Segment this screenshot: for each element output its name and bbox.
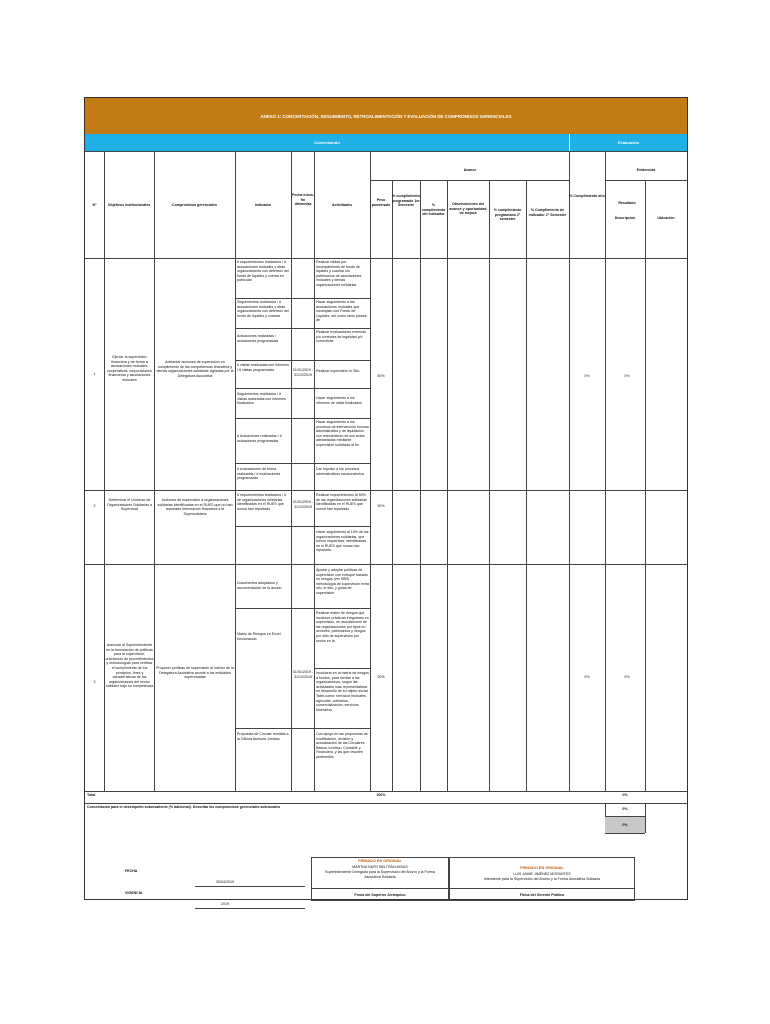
pct-ind-header: % cumplimiento del indicador xyxy=(421,203,446,217)
fecha-value: 30/04/2019 xyxy=(216,880,234,884)
row3-resultado: 0% xyxy=(624,675,630,679)
row1-fecha: 01/01/2019 - 31/12/2019 xyxy=(292,368,314,377)
row1-actividad-7: Dar impulso a los procesos administrativos sancionatorios xyxy=(316,467,365,476)
fecha-header: Fecha inicio-fin dd/mm/aa xyxy=(292,193,314,207)
row2-objetivo: Determinar el Universo de Organizaciones Solidarias a Supervisar xyxy=(107,498,152,512)
row1-actividad-2: Hacer seguimiento a las asociaciones mutuales que incumplan con Fondo de Liquidez, así como otros planes de xyxy=(316,300,367,323)
row3-indicador-2: Matriz de Riesgos en Excel funcionando xyxy=(237,632,281,641)
row2-actividad-2: Hacer seguimiento al 10% de las organizaciones solidarias, que fueron requeridas, identificadas en el RUES que nunca han reportado xyxy=(316,530,369,553)
total-label: Total xyxy=(87,793,96,797)
fecha-label: FECHA xyxy=(125,869,138,873)
row3-indicador-4: Propuesta de Circular remitida a la Oficina Asesora Jurídica xyxy=(237,732,289,741)
row2-indicador-1: # requerimientos realizados / # de organizaciones solidarias identificadas en el RUES que nunca han reportado xyxy=(237,493,287,511)
objetivos-header: Objetivos institucionales xyxy=(107,203,151,207)
sheet xyxy=(84,97,688,906)
row1-actividad-5: Hacer seguimiento a los informes de visita finalizados xyxy=(316,396,362,405)
row1-actividad-6: Hacer seguimiento a los procesos de intervención forzosa administrativa y de liquidación con relevamiento de sus actos adelantadas mediante supervisión solicitada al fin xyxy=(316,420,369,447)
row3-objetivo: Asesorar al Superintendente en la formulación de políticas para la supervisión, orientación de procedimientos y metodologías para verificar el cumplimiento de los principios, fines y características de las organizaciones del sector solidario bajo su competencia xyxy=(105,643,154,689)
row1-objetivo: Ejercer la supervisión financiera y de forma a asociaciones mutuales, cooperativas, corporaciones financieras y asociaciones mutuales xyxy=(107,355,152,382)
row3-compromiso: Proponer políticas de supervisión al interior de la Delegatura Asociativa acorde a las entidades supervisadas xyxy=(156,666,234,680)
row3-n: 3 xyxy=(93,680,96,684)
row1-indicador-4: # visitas realizadas con informes / # visitas programadas xyxy=(237,363,289,372)
pct-prog-header: % cumplimiento programado 1er Semestre xyxy=(392,194,420,208)
row3-pct-anio: 0% xyxy=(584,675,590,679)
row3-indicador-1: Documentos adoptados y documentación de la acción xyxy=(237,581,282,590)
resultado-header: Resultado xyxy=(618,201,636,205)
row1-n: 1 xyxy=(93,372,96,376)
row1-actividad-main: Realizar supervisión in Situ xyxy=(316,369,360,373)
concertacion-label: Concertación para el desempeño sobresaliente (% adicional). Describa los compromisos gerenciales adicionales xyxy=(87,805,281,809)
indicador-header: Indicador xyxy=(254,203,272,207)
row3-peso: 20% xyxy=(377,675,385,679)
right-signer-name: LUIS JAIME JIMÉNEZ MORANTES xyxy=(513,872,571,876)
right-signer-role: Intendente para la Supervisión del Ahorro y la Forma Asociativa Solidaria xyxy=(483,877,601,881)
n-header: N° xyxy=(92,203,97,207)
right-signed-label: FIRMADO EN ORIGINAL xyxy=(520,866,564,870)
row1-indicador-3: Actuaciones realizadas / actuaciones programadas xyxy=(237,334,279,343)
avance-header: Avance xyxy=(463,168,477,172)
right-signature-caption: Firma del Gerente Público xyxy=(519,893,565,897)
row1-compromiso: Adelantar acciones de supervisión en cumplimiento de las competencias financiera y demás organizaciones solidarias vigiladas por la Delegatura Asociativa xyxy=(156,360,234,378)
row2-n: 2 xyxy=(93,504,96,508)
row3-actividad-2: Realizar matriz de riesgos que involucre prácticas irregulares en supervisión, en asociaciones de las organizaciones por tipos en sectores, patrimonios y riesgos por sitio de supervisión por sector en la xyxy=(316,611,369,643)
descripcion-header: Descripción xyxy=(614,216,636,220)
row3-actividad-4: Con apoyo en las propuestas de modificación, revisión y actualización de las Circulares Básica Jurídica / Contable y Financiera, y las que resulten pertinentes xyxy=(316,732,368,759)
peso-header: Peso ponderado xyxy=(371,198,391,207)
left-signer-name: MARTHA NURY BELTRÁN MISAS xyxy=(352,865,408,869)
ubicacion-header: Ubicación xyxy=(657,216,675,220)
pct-cump2-header: % cumplimiento programado 2° semestre xyxy=(493,208,522,222)
row1-indicador-5: Seguimientos realizados / # visitas realizadas con informes finalizados xyxy=(237,392,286,406)
row1-pct-anio: 0% xyxy=(584,374,590,378)
row1-indicador-2: Seguimientos realizados / # asociaciones mutuales y otras organizaciones con defensor del fondo de liquidez y cuadrar xyxy=(237,300,289,318)
evaluacion-band: Evaluación xyxy=(569,134,687,151)
observaciones-header: Observaciones del avance y oportunidad de mejora xyxy=(449,202,487,216)
row2-peso: 30% xyxy=(377,504,385,508)
row1-actividad-1: Realizar visitas por incumplimiento de fondo de liquidez y cuadrar los patrimonios de asociaciones mutuales y demás organizaciones solidarias xyxy=(316,260,362,287)
concertacion-value-1: 0% xyxy=(622,807,628,811)
concertacion-value-2: 0% xyxy=(605,817,645,833)
left-signed-label: FIRMADO EN ORIGINAL xyxy=(358,859,402,863)
row1-peso: 50% xyxy=(377,374,385,378)
row2-fecha: 01/01/2019 - 31/12/2019 xyxy=(292,500,314,509)
row1-actividad-3: Realizar evaluaciones externas y/o controles de legalidad y/o correctivas xyxy=(316,330,366,344)
concertacion-band: Concertación xyxy=(85,134,569,151)
row3-fecha: 01/01/2019 - 31/12/2019 xyxy=(292,670,314,679)
row1-indicador-7: # evaluaciones de forma realizadas / # evaluaciones programadas xyxy=(237,467,281,481)
row2-actividad-1: Realizar requerimientos al 50% de las organizaciones solidarias identificadas en el RUES que nunca han reportado xyxy=(316,493,367,511)
pct-anio-header: % Cumplimiento año xyxy=(569,194,605,198)
total-peso: 100% xyxy=(376,793,386,797)
actividades-header: Actividades xyxy=(331,203,353,207)
evidencias-header: Evidencias xyxy=(636,168,656,172)
left-signature-caption: Firma del Superior Jerárquico xyxy=(354,893,406,897)
compromisos-header: Compromisos gerenciales xyxy=(172,203,217,207)
row1-indicador-1: # requerimientos realizados / # asociaciones mutuales y otras organizaciones con defensor del fondo de liquidez y cuenta en particular xyxy=(237,260,289,283)
total-value: 0% xyxy=(622,793,628,797)
row3-actividad-1: Ajustar y adoptar políticas de supervisión con enfoque basado en riesgos (ver SBR) metodología de supervisión extra situ, in situ, y guías de supervisión xyxy=(316,568,369,595)
pct-ind2-header: % Cumplimiento de indicador 2° Semestre xyxy=(528,208,567,217)
row3-actividad-3: Involucrar en la matriz de riesgos a fondos, para mediar a las organizaciones, según las actividades más representativas en desarrollo de su objeto social. Tales como: servicios mutuales, agrícolas, culinarios, comercialización, servicios funerarios xyxy=(316,671,369,712)
vigencia-value: 2019 xyxy=(221,902,229,906)
left-signer-role: Superintendente Delegada para la Supervisión del Ahorro y la Forma Asociativa Solidaria xyxy=(325,870,435,879)
row1-indicador-6: # Actuaciones realizadas / # actuaciones programadas xyxy=(237,434,282,443)
sheet-title: ANEXO 1: CONCERTACIÓN, SEGUIMIENTO, RETROALIMENTACIÓN Y EVALUACIÓN DE COMPROMISOS GERENCIALES xyxy=(85,98,687,134)
row1-resultado: 0% xyxy=(624,374,630,378)
row2-compromiso: Acciones de supervisión a organizaciones solidarias identificadas en el RUES que no han reportado información financiera a la Supersolidaria xyxy=(157,498,233,516)
vigencia-label: VIGENCIA xyxy=(125,891,143,895)
